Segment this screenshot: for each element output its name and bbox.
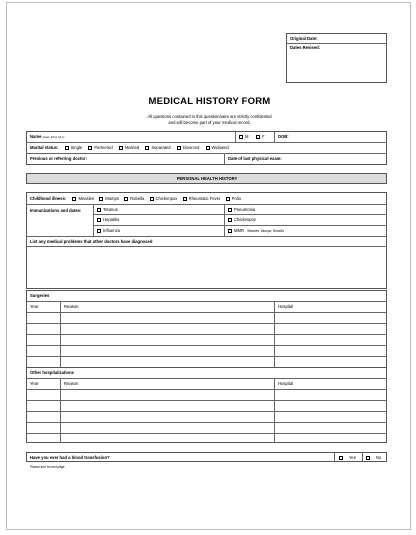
checkbox-icon <box>145 146 149 150</box>
checkbox-icon <box>228 208 232 212</box>
footer-note: Please turn to next page <box>30 465 65 469</box>
previous-doctor-field[interactable]: Previous or referring doctor: <box>30 156 88 161</box>
transfusion-no-option[interactable]: No <box>366 456 381 460</box>
childhood-illness-row <box>30 197 241 201</box>
transfusion-yes-option[interactable]: Yes <box>339 456 356 460</box>
dates-revised-label: Dates Revised: <box>290 45 321 50</box>
checkbox-icon <box>366 456 370 460</box>
form-page <box>6 2 411 530</box>
checkbox-icon <box>177 146 181 150</box>
problems-text-area[interactable] <box>27 247 387 289</box>
transfusion-row <box>26 452 387 462</box>
checkbox-icon <box>228 218 232 222</box>
checkbox-icon <box>228 229 232 233</box>
health-block <box>26 192 387 289</box>
immunization-option[interactable]: Pneumonia <box>228 208 255 212</box>
column-header-hospital: Hospital <box>278 381 294 386</box>
form-subtitle-1: All questions contained in this questionnaire are strictly confidential <box>147 114 272 119</box>
column-header-hospital: Hospital <box>278 304 294 309</box>
surgeries-table <box>26 290 387 368</box>
marital-option[interactable]: Married <box>119 145 139 150</box>
checkbox-icon <box>206 146 210 150</box>
column-header-year: Year <box>30 304 39 309</box>
childhood-option[interactable]: Rubella <box>124 196 144 201</box>
marital-option[interactable]: Separated <box>145 145 170 150</box>
checkbox-icon <box>88 146 92 150</box>
childhood-option[interactable]: Polio <box>226 196 241 201</box>
checkbox-icon <box>97 218 101 222</box>
checkbox-icon <box>239 135 243 139</box>
childhood-option[interactable]: Chickenpox <box>150 196 178 201</box>
name-hint: (Last, First, M.I.) <box>42 135 65 139</box>
childhood-label: Childhood illness: <box>30 196 67 202</box>
checkbox-icon <box>99 197 103 201</box>
checkbox-icon <box>124 197 128 201</box>
form-title: MEDICAL HISTORY FORM <box>148 96 271 107</box>
sex-m-option[interactable]: M <box>239 135 249 139</box>
hospitalizations-table <box>26 367 387 443</box>
immunizations-label: Immunizations and dates: <box>30 208 82 213</box>
surgeries-label: Surgeries <box>30 293 50 298</box>
marital-option[interactable]: Widowed <box>206 145 229 150</box>
date-box <box>286 33 387 83</box>
childhood-option[interactable]: Mumps <box>99 196 119 201</box>
checkbox-icon <box>65 146 69 150</box>
checkbox-icon <box>226 197 230 201</box>
immunization-option[interactable]: Hepatitis <box>97 218 119 222</box>
checkbox-icon <box>256 135 260 139</box>
original-date-label: Original Date: <box>290 36 318 41</box>
checkbox-icon <box>183 197 187 201</box>
immunization-option[interactable]: Tetanus <box>97 208 118 212</box>
transfusion-question: Have you ever had a blood transfusion? <box>30 455 110 460</box>
hospitalizations-label: Other hospitalizations <box>30 370 74 375</box>
immunization-option[interactable]: Chickenpox <box>228 218 256 222</box>
checkbox-icon <box>97 208 101 212</box>
immunization-option[interactable]: Influenza <box>97 229 120 233</box>
column-header-reason: Reason <box>64 381 79 386</box>
checkbox-icon <box>72 197 76 201</box>
checkbox-icon <box>119 146 123 150</box>
dob-field[interactable]: DOB: <box>278 134 289 139</box>
form-subtitle-2: and will become part of your medical record. <box>168 120 251 125</box>
column-header-reason: Reason <box>64 304 79 309</box>
last-exam-field[interactable]: Date of last physical exam: <box>228 156 282 161</box>
checkbox-icon <box>97 229 101 233</box>
name-field[interactable] <box>30 135 64 139</box>
mmr-note: Measles, Mumps, Rubella <box>247 229 284 234</box>
marital-option[interactable]: Divorced <box>177 145 200 150</box>
name-label: Name <box>30 134 42 139</box>
immunization-option[interactable]: MMR Measles, Mumps, Rubella <box>228 229 284 233</box>
childhood-option[interactable]: Measles <box>72 196 94 201</box>
section-header-personal-health <box>26 173 387 184</box>
sex-f-option[interactable]: F <box>256 135 265 139</box>
marital-label: Marital status: <box>30 145 59 151</box>
marital-option[interactable]: Single <box>65 145 83 150</box>
marital-status-row <box>30 146 229 150</box>
checkbox-icon <box>339 456 343 460</box>
problems-label: List any medical problems that other doctors have diagnosed <box>30 239 153 244</box>
marital-option[interactable]: Partnered <box>88 145 112 150</box>
column-header-year: Year <box>30 381 39 386</box>
childhood-option[interactable]: Rheumatic Fever <box>183 196 221 201</box>
identity-block <box>26 131 387 165</box>
section-title: PERSONAL HEALTH HISTORY <box>176 176 238 181</box>
checkbox-icon <box>150 197 154 201</box>
